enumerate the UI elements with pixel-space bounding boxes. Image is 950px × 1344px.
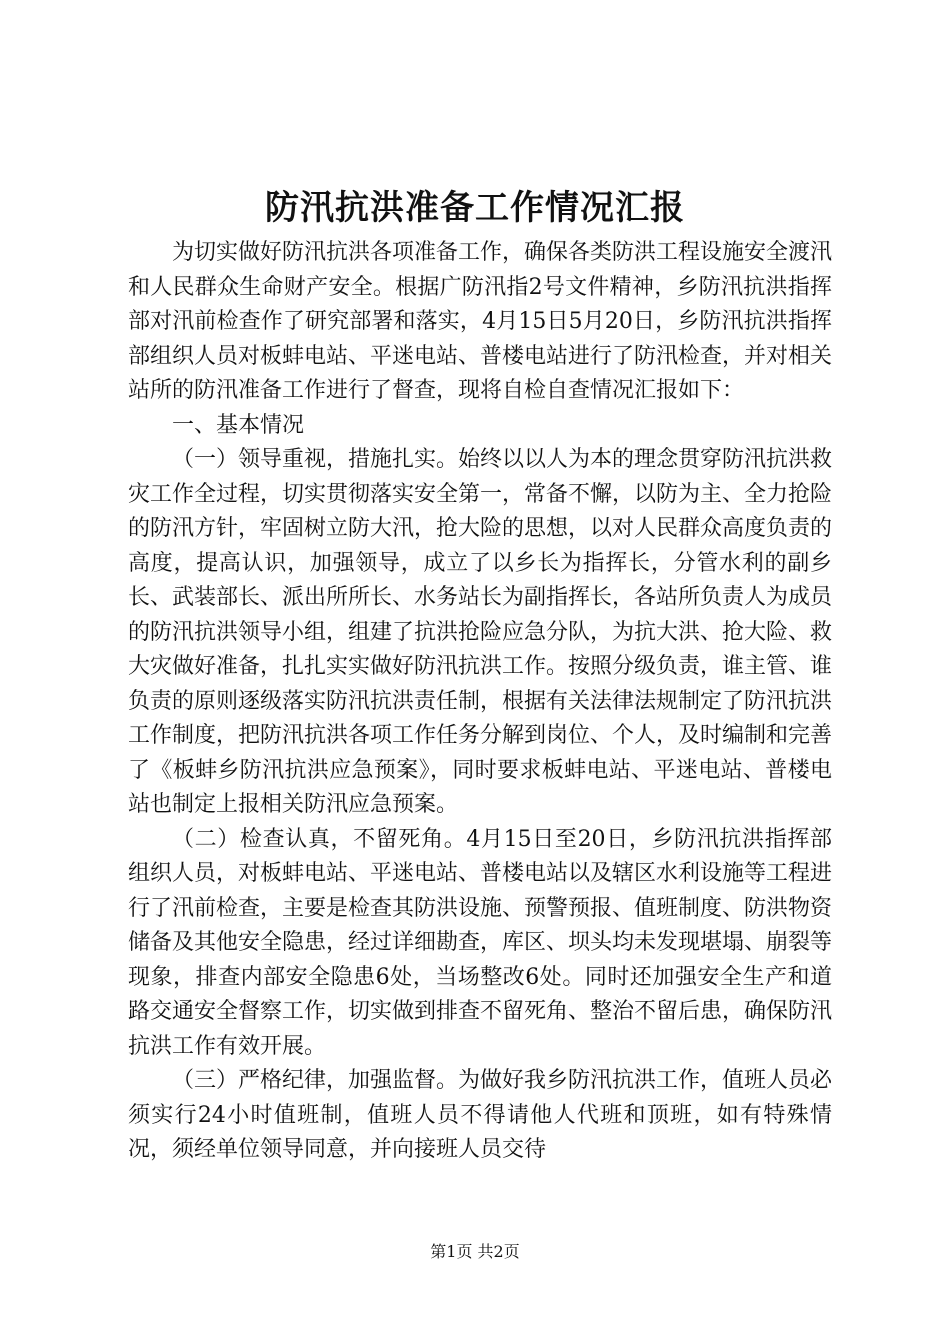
document-title: 防汛抗洪准备工作情况汇报 xyxy=(265,188,685,228)
paragraph-discipline: （三）严格纪律，加强监督。为做好我乡防汛抗洪工作，值班人员必须实行24小时值班制，值班人员不得请他人代班和顶班，如有特殊情况，须经单位领导同意，并向接班人员交待 xyxy=(128,1068,833,1162)
paragraph-intro: 为切实做好防汛抗洪各项准备工作，确保各类防洪工程设施安全渡汛和人民群众生命财产安全。根据广防汛指2号文件精神，乡防汛抗洪指挥部对汛前检查作了研究部署和落实，4月15日5月20日，乡防汛抗洪指挥部组织人员对板蚌电站、平迷电站、普楼电站进行了防汛检查，并对相关站所的防汛准备工作进行了督查，现将自检自查情况汇报如下： xyxy=(128,240,833,403)
section-heading-basic-situation: 一、基本情况 xyxy=(172,412,305,438)
paragraph-leadership: （一）领导重视，措施扎实。始终以以人为本的理念贯穿防汛抗洪救灾工作全过程，切实贯彻落实安全第一，常备不懈，以防为主、全力抢险的防汛方针，牢固树立防大汛，抢大险的思想，以对人民群众高度负责的高度，提高认识，加强领导，成立了以乡长为指挥长，分管水利的副乡长、武装部长、派出所所长、水务站长为副指挥长，各站所负责人为成员的防汛抗洪领导小组，组建了抗洪抢险应急分队，为抗大洪、抢大险、救大灾做好准备，扎扎实实做好防汛抗洪工作。按照分级负责，谁主管、谁负责的原则逐级落实防汛抗洪责任制，根据有关法律法规制定了防汛抗洪工作制度，把防汛抗洪各项工作任务分解到岗位、个人，及时编制和完善了《板蚌乡防汛抗洪应急预案》，同时要求板蚌电站、平迷电站、普楼电站也制定上报相关防汛应急预案。 xyxy=(128,447,833,817)
page-footer: 第1页 共2页 xyxy=(430,1242,520,1261)
document-body xyxy=(128,236,832,1168)
paragraph-inspection: （二）检查认真，不留死角。4月15日至20日，乡防汛抗洪指挥部组织人员，对板蚌电站、平迷电站、普楼电站以及辖区水利设施等工程进行了汛前检查，主要是检查其防洪设施、预警预报、值班制度、防洪物资储备及其他安全隐患，经过详细勘查，库区、坝头均未发现堪塌、崩裂等现象，排查内部安全隐患6处，当场整改6处。同时还加强安全生产和道路交通安全督察工作，切实做到排查不留死角、整治不留后患，确保防汛抗洪工作有效开展。 xyxy=(128,826,833,1059)
